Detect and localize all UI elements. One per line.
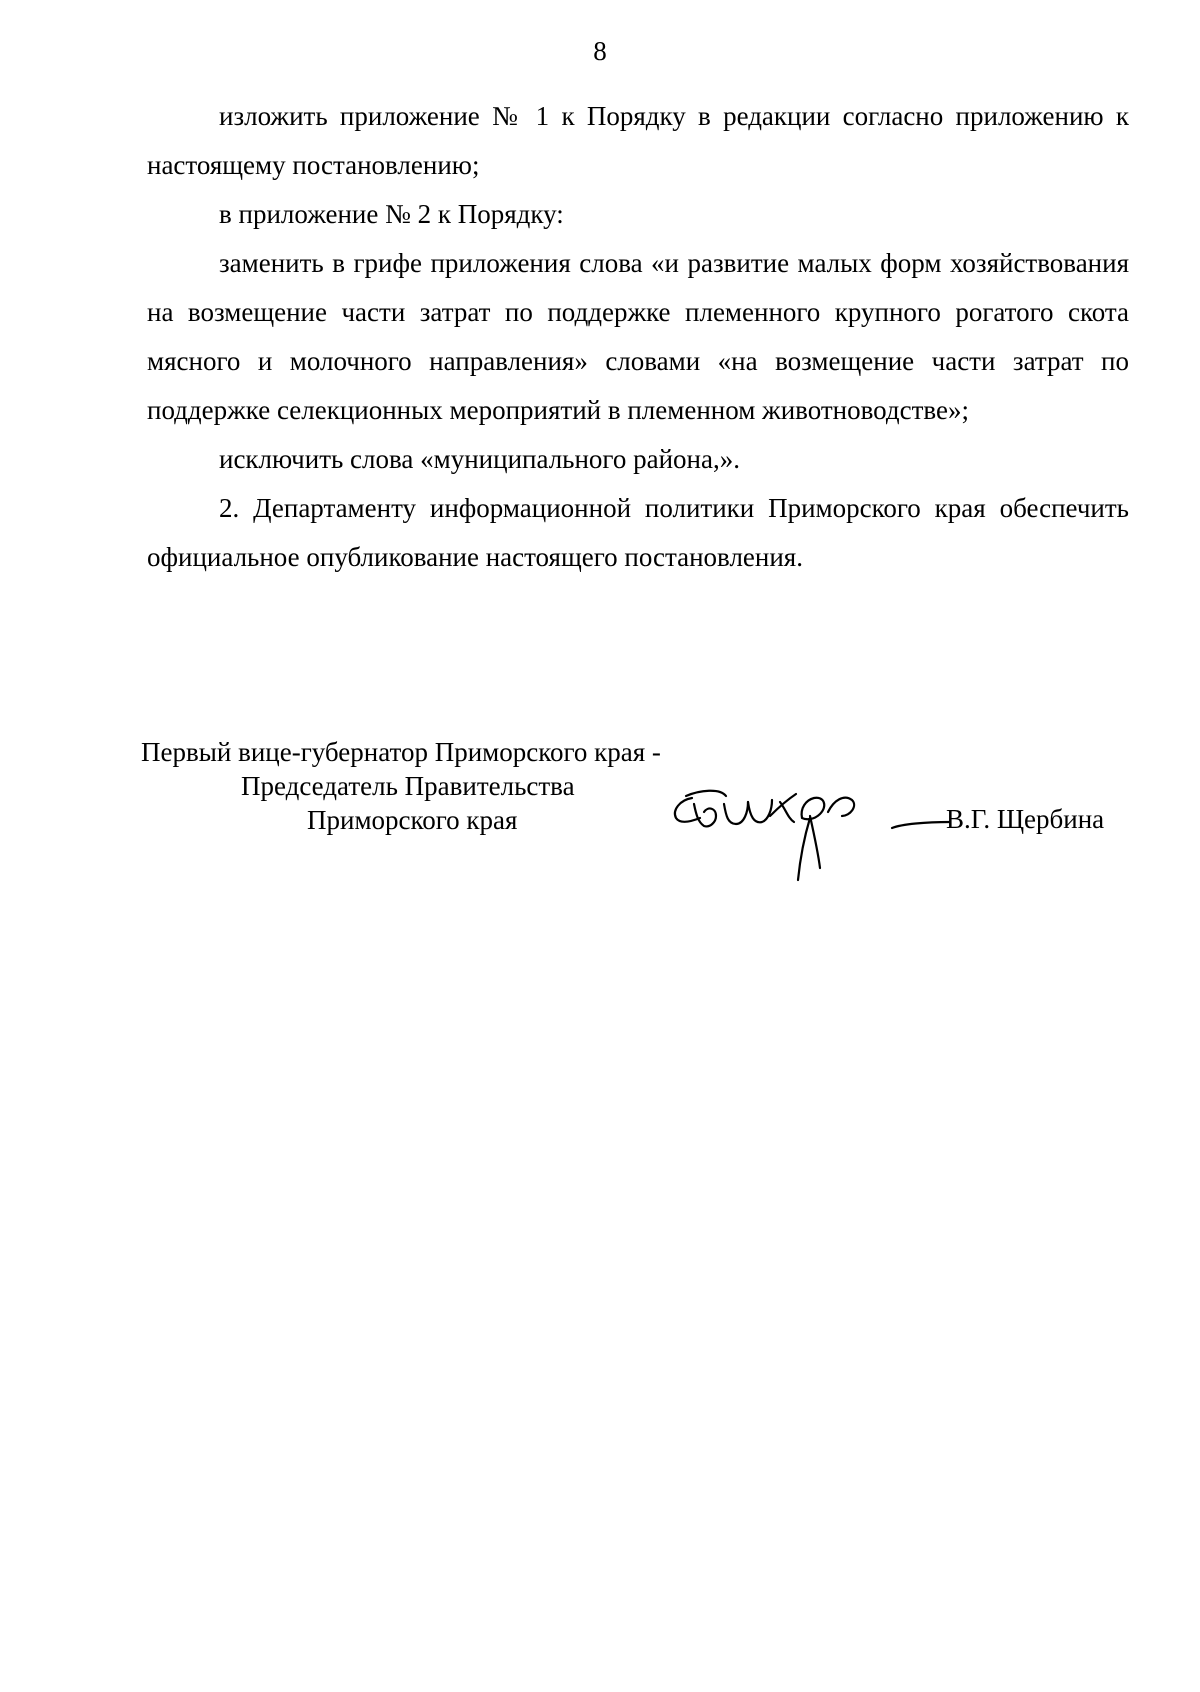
signatory-title-line: Первый вице-губернатор Приморского края - (141, 737, 661, 767)
document-body (147, 92, 1129, 582)
body-paragraph: заменить в грифе приложения слова «и развитие малых форм хозяйствования на возмещение части затрат по поддержке племенного крупного рогатого скота мясного и молочного направления» словами «на возмещение части затрат по поддержке селекционных мероприятий в племенном животноводстве»; (147, 248, 1129, 425)
signatory-title-line: Председатель Правительства (241, 771, 575, 801)
signatory-title-block (141, 735, 721, 837)
body-paragraph: 2. Департаменту информационной политики Приморского края обеспечить официальное опубликование настоящего постановления. (147, 493, 1129, 572)
signer-name: В.Г. Щербина (946, 804, 1105, 834)
body-paragraph: в приложение № 2 к Порядку: (219, 199, 564, 229)
handwritten-signature-icon (660, 776, 960, 896)
page-number: 8 (593, 36, 607, 66)
body-paragraph: исключить слова «муниципального района,». (219, 444, 740, 474)
body-paragraph: изложить приложение № 1 к Порядку в редакции согласно приложению к настоящему постановлению; (147, 101, 1129, 180)
signatory-title-line: Приморского края (307, 805, 518, 835)
